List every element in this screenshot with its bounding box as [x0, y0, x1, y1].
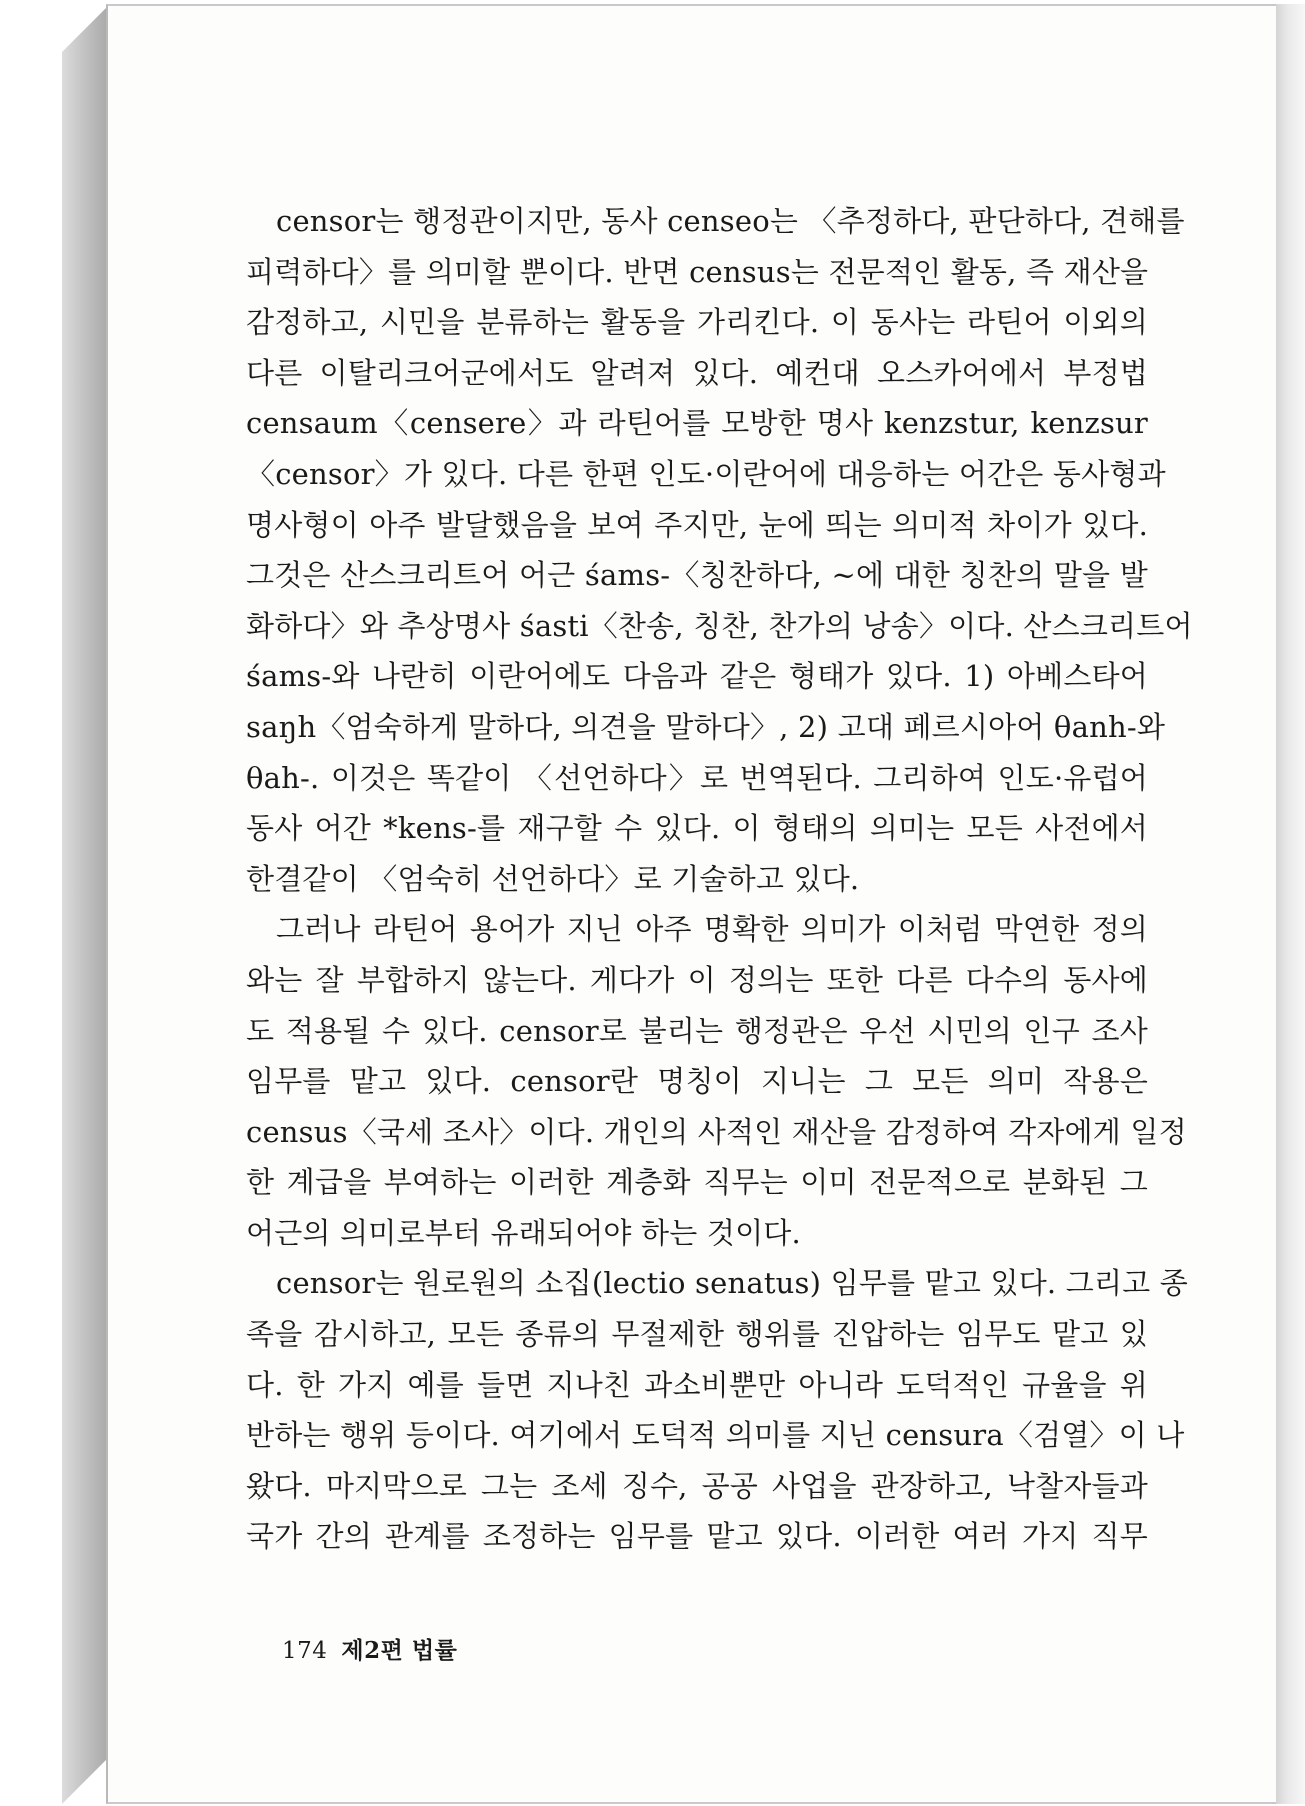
text-line: 국가 간의 관계를 조정하는 임무를 맡고 있다. 이러한 여러 가지 직무: [246, 1519, 1148, 1554]
text-line: 와는 잘 부합하지 않는다. 게다가 이 정의는 또한 다른 다수의 동사에: [246, 962, 1148, 997]
text-line: 반하는 행위 등이다. 여기에서 도덕적 의미를 지닌 censura〈검열〉이 나: [246, 1418, 1185, 1453]
body-text: [246, 196, 1193, 1562]
text-line: 동사 어간 *kens-를 재구할 수 있다. 이 형태의 의미는 모든 사전에서: [246, 811, 1148, 846]
text-line: censaum〈censere〉과 라틴어를 모방한 명사 kenzstur, kenzsur: [246, 406, 1148, 441]
text-line: 한결같이 〈엄숙히 선언하다〉로 기술하고 있다.: [246, 861, 860, 896]
text-line: 어근의 의미로부터 유래되어야 하는 것이다.: [246, 1215, 801, 1250]
text-line: 왔다. 마지막으로 그는 조세 징수, 공공 사업을 관장하고, 낙찰자들과: [246, 1468, 1148, 1503]
text-line: śams-와 나란히 이란어에도 다음과 같은 형태가 있다. 1) 아베스타어: [246, 659, 1148, 694]
text-line: censor는 행정관이지만, 동사 censeo는 〈추정하다, 판단하다, 견해를: [276, 204, 1185, 238]
text-line: saŋh〈엄숙하게 말하다, 의견을 말하다〉, 2) 고대 페르시아어 θanh-와: [246, 709, 1166, 744]
text-line: θah-. 이것은 똑같이 〈선언하다〉로 번역된다. 그리하여 인도·유럽어: [246, 760, 1148, 795]
text-line: census〈국세 조사〉이다. 개인의 사적인 재산을 감정하여 각자에게 일정: [246, 1114, 1187, 1149]
page-number: 174: [282, 1638, 328, 1664]
text-line: 임무를 맡고 있다. censor란 명칭이 지니는 그 모든 의미 작용은: [246, 1064, 1148, 1099]
text-line: 화하다〉와 추상명사 śasti〈찬송, 칭찬, 찬가의 낭송〉이다. 산스크리트어: [246, 608, 1193, 643]
text-line: 족을 감시하고, 모든 종류의 무절제한 행위를 진압하는 임무도 맡고 있: [246, 1317, 1148, 1352]
text-line: 도 적용될 수 있다. censor로 불리는 행정관은 우선 시민의 인구 조사: [246, 1013, 1148, 1048]
text-line: 피력하다〉를 의미할 뿐이다. 반면 census는 전문적인 활동, 즉 재산을: [246, 254, 1149, 289]
text-line: 다른 이탈리크어군에서도 알려져 있다. 예컨대 오스카어에서 부정법: [246, 355, 1148, 390]
text-line: 한 계급을 부여하는 이러한 계층화 직무는 이미 전문적으로 분화된 그: [246, 1165, 1148, 1200]
book-page-stack-edge: [62, 6, 108, 1804]
text-line: 명사형이 아주 발달했음을 보여 주지만, 눈에 띄는 의미적 차이가 있다.: [246, 507, 1148, 542]
text-line: 다. 한 가지 예를 들면 지나친 과소비뿐만 아니라 도덕적인 규율을 위: [246, 1367, 1148, 1402]
page-right-shadow: [1276, 4, 1305, 1804]
text-line: censor는 원로원의 소집(lectio senatus) 임무를 맡고 있다. 그리고 종: [276, 1266, 1189, 1301]
text-line: 그것은 산스크리트어 어근 śams-〈칭찬하다, ~에 대한 칭찬의 말을 발: [246, 558, 1148, 593]
page-footer: [282, 1632, 457, 1665]
text-line: 그러나 라틴어 용어가 지닌 아주 명확한 의미가 이처럼 막연한 정의: [276, 912, 1148, 947]
text-line: 감정하고, 시민을 분류하는 활동을 가리킨다. 이 동사는 라틴어 이외의: [246, 305, 1148, 340]
text-line: 〈censor〉가 있다. 다른 한편 인도·이란어에 대응하는 어간은 동사형과: [246, 456, 1166, 491]
chapter-title: 제2편 법률: [341, 1637, 458, 1664]
